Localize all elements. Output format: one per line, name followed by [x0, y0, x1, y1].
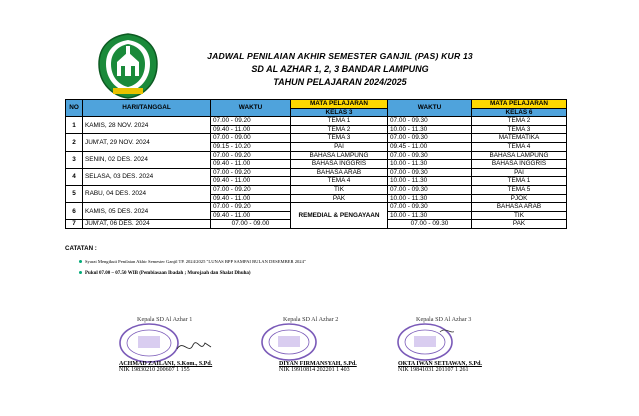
row-mapel3: TEMA 2 [291, 125, 388, 134]
school-logo [95, 32, 161, 100]
title-line-3: TAHUN PELAJARAN 2024/2025 [273, 77, 407, 87]
row-no: 4 [66, 168, 83, 185]
row-waktu3: 07.00 - 09.00 [211, 134, 291, 143]
signature-name-block-3 [398, 361, 482, 373]
row-waktu3: 09.40 - 11.00 [211, 177, 291, 186]
header-kelas3: KELAS 3 [291, 108, 388, 117]
table-row [66, 168, 567, 177]
row-waktu3: 07.00 - 09.20 [211, 117, 291, 126]
header-no: NO [66, 100, 83, 117]
bullet-icon [79, 260, 82, 263]
row-waktu6: 10.00 - 11.30 [388, 125, 472, 134]
row-mapel3: TEMA 3 [291, 134, 388, 143]
document-title [160, 50, 520, 89]
row-waktu6: 07.00 - 09.30 [388, 134, 472, 143]
note-item-2 [79, 271, 251, 276]
row-waktu6: 10.00 - 11.30 [388, 211, 472, 220]
row-mapel6: BAHASA LAMPUNG [472, 151, 567, 160]
row-hari: SENIN, 02 DES. 2024 [83, 151, 211, 168]
row-waktu6: 09.45 - 11.00 [388, 142, 472, 151]
table-row [66, 134, 567, 143]
row-hari: JUM'AT, 29 NOV. 2024 [83, 134, 211, 151]
row-hari: RABU, 04 DES. 2024 [83, 185, 211, 202]
row-waktu3: 09.40 - 11.00 [211, 211, 291, 220]
row-mapel6: TEMA 3 [472, 125, 567, 134]
row-mapel3: PAK [291, 194, 388, 203]
note-text-2: Pukul 07.00 – 07.50 WIB (Pembiasaan Ibadah ; Murojaah dan Shalat Dhuha) [85, 271, 251, 276]
stamp-2 [260, 322, 318, 362]
row-no: 6 [66, 203, 83, 220]
signature-scribble-1 [175, 335, 215, 357]
signature-name: OKTA IWAN SETIAWAN, S.Pd. [398, 361, 482, 367]
header-waktu-kelas3: WAKTU [211, 100, 291, 117]
notes-title: CATATAN : [65, 245, 97, 252]
row-mapel6: BAHASA ARAB [472, 203, 567, 212]
header-hari-tanggal: HARI/TANGGAL [83, 100, 211, 117]
signature-name: DIYAN FIRMANSYAH, S.Pd. [279, 361, 357, 367]
row-waktu6: 10.00 - 11.30 [388, 194, 472, 203]
signature-name-block-2 [279, 361, 357, 373]
row-mapel6: TIK [472, 211, 567, 220]
row-waktu3: 09.15 - 10.20 [211, 142, 291, 151]
row-waktu6: 07.00 - 09.30 [388, 151, 472, 160]
title-line-2: SD AL AZHAR 1, 2, 3 BANDAR LAMPUNG [251, 64, 429, 74]
remedial-cell: REMEDIAL & PENGAYAAN [291, 203, 388, 229]
row-waktu6: 07.00 - 09.30 [388, 185, 472, 194]
row-mapel3: BAHASA INGGRIS [291, 160, 388, 169]
note-text-1: Syarat Mengikuti Penilaian Akhir Semester Ganjil TP. 2024/2025 "LUNAS BPP SAMPAI BULAN DESEMBER 2024" [85, 259, 306, 264]
row-hari: SELASA, 03 DES. 2024 [83, 168, 211, 185]
header-mapel-kelas3: MATA PELAJARAN [291, 100, 388, 109]
stamp-1 [118, 322, 180, 364]
table-row [66, 203, 567, 212]
row-waktu3: 09.40 - 11.00 [211, 194, 291, 203]
row-hari: KAMIS, 28 NOV. 2024 [83, 117, 211, 134]
row-mapel6: TEMA 2 [472, 117, 567, 126]
row-mapel6: MATEMATIKA [472, 134, 567, 143]
table-row [66, 185, 567, 194]
row-waktu6: 07.00 - 09.30 [388, 117, 472, 126]
row-waktu3: 09.40 - 11.00 [211, 160, 291, 169]
row-no: 1 [66, 117, 83, 134]
row-waktu6: 07.00 - 09.30 [388, 220, 472, 229]
row-waktu3: 07.00 - 09.20 [211, 185, 291, 194]
row-mapel3: BAHASA LAMPUNG [291, 151, 388, 160]
signature-role: Kepala SD Al Azhar 2 [283, 316, 339, 323]
row-mapel3: TEMA 4 [291, 177, 388, 186]
row-mapel6: TEMA 4 [472, 142, 567, 151]
row-waktu3: 07.00 - 09.20 [211, 168, 291, 177]
row-mapel3: PAI [291, 142, 388, 151]
header-waktu-kelas6: WAKTU [388, 100, 472, 117]
bullet-icon [79, 271, 82, 274]
row-no: 7 [66, 220, 83, 229]
row-mapel6: PJOK [472, 194, 567, 203]
row-waktu3: 09.40 - 11.00 [211, 125, 291, 134]
row-no: 5 [66, 185, 83, 202]
signature-name: ACHMAD ZAILANI, S.Kom., S.Pd. [119, 361, 213, 367]
row-waktu3: 07.00 - 09.20 [211, 203, 291, 212]
signature-role: Kepala SD Al Azhar 1 [137, 316, 193, 323]
row-waktu3: 07.00 - 09.20 [211, 151, 291, 160]
signature-nik: NIK 19841031 201107 1 261 [398, 367, 469, 373]
table-header-row [66, 100, 567, 109]
row-mapel3: TEMA 1 [291, 117, 388, 126]
row-waktu6: 10.00 - 11.30 [388, 177, 472, 186]
signature-nik: NIK 19910814 202201 1 403 [279, 367, 350, 373]
row-mapel6: PAK [472, 220, 567, 229]
row-hari: JUM'AT, 06 DES. 2024 [83, 220, 211, 229]
title-line-1: JADWAL PENILAIAN AKHIR SEMESTER GANJIL (PAS) KUR 13 [207, 51, 473, 61]
signature-nik: NIK 19830210 200607 1 155 [119, 367, 190, 373]
row-mapel6: TEMA 1 [472, 177, 567, 186]
row-waktu6: 10.00 - 11.30 [388, 160, 472, 169]
row-mapel3: TIK [291, 185, 388, 194]
schedule-table [65, 99, 567, 229]
row-waktu6: 07.00 - 09.30 [388, 203, 472, 212]
signature-role: Kepala SD Al Azhar 3 [416, 316, 472, 323]
row-mapel6: BAHASA INGGRIS [472, 160, 567, 169]
row-no: 2 [66, 134, 83, 151]
row-hari: KAMIS, 05 DES. 2024 [83, 203, 211, 220]
header-kelas6: KELAS 6 [472, 108, 567, 117]
row-waktu3: 07.00 - 09.00 [211, 220, 291, 229]
row-no: 3 [66, 151, 83, 168]
note-item-1 [79, 259, 306, 264]
stamp-3 [396, 322, 454, 362]
row-mapel3: BAHASA ARAB [291, 168, 388, 177]
row-waktu6: 07.00 - 09.30 [388, 168, 472, 177]
signature-name-block-1 [119, 361, 212, 373]
row-mapel6: PAI [472, 168, 567, 177]
table-row [66, 117, 567, 126]
table-row [66, 151, 567, 160]
row-mapel6: TEMA 5 [472, 185, 567, 194]
header-mapel-kelas6: MATA PELAJARAN [472, 100, 567, 109]
